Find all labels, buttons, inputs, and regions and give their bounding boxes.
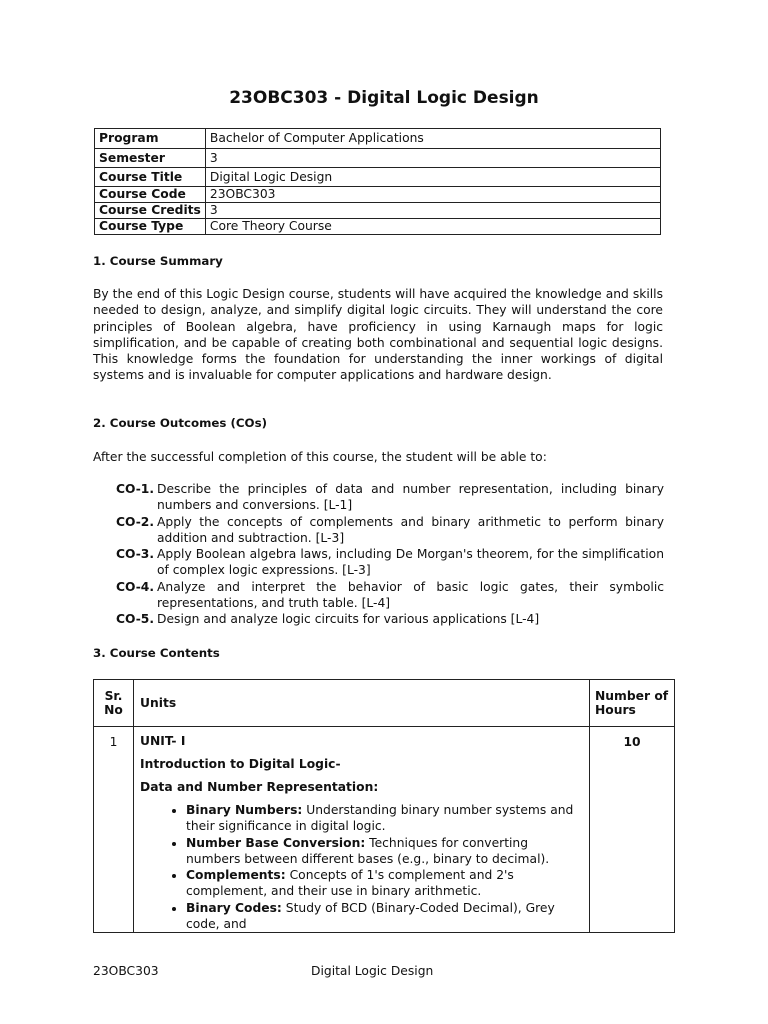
outcome-id: CO-2. [116,514,155,529]
list-item [186,867,583,900]
info-row [95,129,661,149]
list-item [116,611,664,627]
info-row [95,203,661,219]
info-value: 3 [205,203,660,219]
unit-subtopic: Data and Number Representation: [140,780,379,794]
info-row [95,187,661,203]
bullet-label: Complements: [186,868,286,883]
info-value: Bachelor of Computer Applications [205,129,660,149]
info-value: 23OBC303 [205,187,660,203]
table-header-row [94,680,675,727]
bullet-text: Study of BCD (Binary-Coded Decimal), Grey code, and [186,900,555,932]
info-value: Digital Logic Design [205,168,660,187]
row-sr-no: 1 [94,727,134,933]
bullet-label: Binary Codes: [186,900,282,915]
outcomes-list [116,481,664,628]
outcome-id: CO-5. [116,612,155,627]
info-key: Course Type [95,219,206,235]
list-item [116,546,664,579]
footer-course-title: Digital Logic Design [311,964,434,978]
header-units: Units [134,680,590,727]
info-key: Course Title [95,168,206,187]
list-item [116,514,664,547]
course-contents-table [93,679,675,933]
unit-topic: Introduction to Digital Logic- [140,757,341,771]
outcome-text: Apply the concepts of complements and binary arithmetic to perform binary addition and subtraction. [L-3] [157,514,664,545]
info-row [95,219,661,235]
info-key: Program [95,129,206,149]
bullet-text: Concepts of 1's complement and 2's complement, and their use in binary arithmetic. [186,868,514,899]
footer-course-code: 23OBC303 [93,964,159,978]
list-item [186,900,583,933]
outcome-text: Analyze and interpret the behavior of basic logic gates, their symbolic representations, and truth table. [L-4] [157,579,664,611]
info-key: Course Code [95,187,206,203]
info-value: Core Theory Course [205,219,660,235]
summary-paragraph: By the end of this Logic Design course, students will have acquired the knowledge and skills needed to design, analyze, and simplify digital logic circuits. They will understand the core principles of Boolean algebra, have proficiency in using Karnaugh maps for logic simplification, and be capable of creating both combinational and sequential logic designs. This knowledge forms the foundation for understanding the inner workings of digital systems and is invaluable for computer applications and hardware design. [93,287,663,383]
info-key: Semester [95,149,206,168]
bullet-text: Understanding binary number systems and their significance in digital logic. [186,803,574,834]
bullet-label: Binary Numbers: [186,803,303,817]
header-hours: Number of Hours [590,680,675,727]
table-row [94,727,675,933]
list-item [186,835,583,868]
outcome-text: Design and analyze logic circuits for various applications [L-4] [157,612,540,627]
header-sr-no: Sr. No [94,680,134,727]
bullet-text: Techniques for converting numbers between different bases (e.g., binary to decimal). [186,835,550,866]
list-item [116,481,664,514]
section-heading-summary: 1. Course Summary [93,254,223,268]
bullet-label: Number Base Conversion: [186,835,366,850]
list-item [116,579,664,612]
section-heading-contents: 3. Course Contents [93,646,220,660]
unit-title: UNIT- I [140,734,186,748]
outcome-text: Describe the principles of data and number representation, including binary numbers and conversions. [L-1] [157,482,664,513]
info-row [95,149,661,168]
outcome-id: CO-4. [116,579,155,594]
outcome-id: CO-1. [116,482,155,496]
outcome-id: CO-3. [116,547,155,562]
unit-bullet-list [140,802,583,932]
page-title: 23OBC303 - Digital Logic Design [229,88,539,108]
info-key: Course Credits [95,203,206,219]
section-heading-outcomes: 2. Course Outcomes (COs) [93,416,267,430]
info-value: 3 [205,149,660,168]
unit-cell [134,727,590,933]
course-info-table [94,128,661,235]
list-item [186,802,583,835]
outcome-text: Apply Boolean algebra laws, including De Morgan's theorem, for the simplification of complex logic expressions. [L-3] [157,547,664,578]
row-hours: 10 [590,727,675,933]
outcomes-intro: After the successful completion of this course, the student will be able to: [93,450,547,464]
info-row [95,168,661,187]
